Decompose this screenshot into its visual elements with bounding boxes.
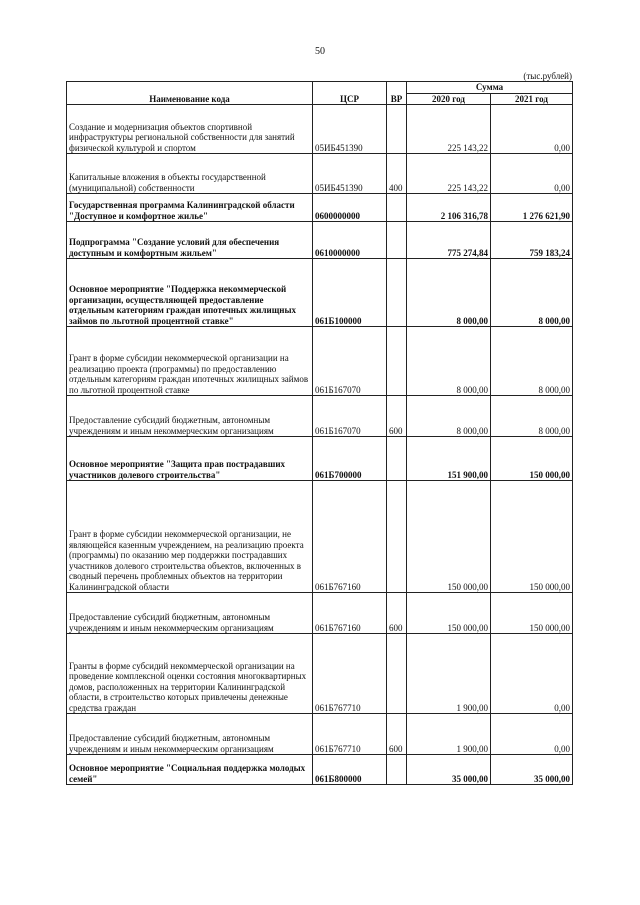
table-row bbox=[67, 593, 573, 634]
row-name: Предоставление субсидий бюджетным, автономным учреждениям и иным некоммерческим организациям bbox=[67, 396, 313, 437]
row-name: Предоставление субсидий бюджетным, автономным учреждениям и иным некоммерческим организациям bbox=[67, 593, 313, 634]
row-name: Основное мероприятие "Поддержка некоммерческой организации, осуществляющей предоставление отдельным категориям граждан ипотечных жилищных займов по льготной процентной ставке" bbox=[67, 259, 313, 327]
table-row bbox=[67, 194, 573, 222]
row-vr bbox=[387, 437, 407, 481]
row-2020: 1 900,00 bbox=[407, 714, 491, 755]
row-name: Гранты в форме субсидий некоммерческой организации на проведение комплексной оценки состояния многоквартирных домов, расположенных на территории Калининградской области, в строительство которых привлечены денежные средства граждан bbox=[67, 634, 313, 714]
row-csr: 061Б767160 bbox=[313, 593, 387, 634]
row-csr: 061Б767160 bbox=[313, 481, 387, 593]
table-row bbox=[67, 327, 573, 396]
header-name: Наименование кода bbox=[67, 82, 313, 105]
row-csr: 061Б767710 bbox=[313, 714, 387, 755]
row-2021: 0,00 bbox=[491, 154, 573, 194]
row-vr bbox=[387, 327, 407, 396]
row-csr: 061Б767710 bbox=[313, 634, 387, 714]
row-2020: 35 000,00 bbox=[407, 755, 491, 785]
row-name: Создание и модернизация объектов спортивной инфраструктуры региональной собственности для занятий физической культурой и спортом bbox=[67, 105, 313, 154]
table-row bbox=[67, 259, 573, 327]
units-label: (тыс.рублей) bbox=[523, 71, 572, 81]
row-2021: 8 000,00 bbox=[491, 327, 573, 396]
row-name: Основное мероприятие "Социальная поддержка молодых семей" bbox=[67, 755, 313, 785]
row-vr bbox=[387, 481, 407, 593]
row-2021: 1 276 621,90 bbox=[491, 194, 573, 222]
row-vr: 600 bbox=[387, 714, 407, 755]
row-2020: 151 900,00 bbox=[407, 437, 491, 481]
row-vr bbox=[387, 259, 407, 327]
table-row bbox=[67, 481, 573, 593]
header-2021: 2021 год bbox=[491, 93, 573, 105]
table-row bbox=[67, 755, 573, 785]
table-row bbox=[67, 714, 573, 755]
row-csr: 0610000000 bbox=[313, 222, 387, 259]
budget-table bbox=[66, 81, 573, 785]
row-2021: 150 000,00 bbox=[491, 593, 573, 634]
row-csr: 061Б100000 bbox=[313, 259, 387, 327]
row-2020: 225 143,22 bbox=[407, 105, 491, 154]
row-2020: 8 000,00 bbox=[407, 327, 491, 396]
row-name: Государственная программа Калининградской области "Доступное и комфортное жилье" bbox=[67, 194, 313, 222]
row-csr: 061Б700000 bbox=[313, 437, 387, 481]
row-2021: 8 000,00 bbox=[491, 396, 573, 437]
row-2020: 775 274,84 bbox=[407, 222, 491, 259]
row-vr bbox=[387, 634, 407, 714]
row-2020: 150 000,00 bbox=[407, 481, 491, 593]
row-2021: 35 000,00 bbox=[491, 755, 573, 785]
header-2020: 2020 год bbox=[407, 93, 491, 105]
table-row bbox=[67, 396, 573, 437]
row-2020: 1 900,00 bbox=[407, 634, 491, 714]
header-csr: ЦСР bbox=[313, 82, 387, 105]
table-row bbox=[67, 222, 573, 259]
row-name: Основное мероприятие "Защита прав пострадавших участников долевого строительства" bbox=[67, 437, 313, 481]
row-vr bbox=[387, 755, 407, 785]
row-csr: 061Б167070 bbox=[313, 396, 387, 437]
row-2020: 150 000,00 bbox=[407, 593, 491, 634]
row-vr bbox=[387, 105, 407, 154]
row-2021: 150 000,00 bbox=[491, 437, 573, 481]
row-csr: 061Б800000 bbox=[313, 755, 387, 785]
row-2021: 8 000,00 bbox=[491, 259, 573, 327]
row-2020: 2 106 316,78 bbox=[407, 194, 491, 222]
row-2020: 8 000,00 bbox=[407, 396, 491, 437]
row-name: Предоставление субсидий бюджетным, автономным учреждениям и иным некоммерческим организациям bbox=[67, 714, 313, 755]
row-vr: 600 bbox=[387, 396, 407, 437]
header-sum: Сумма bbox=[407, 82, 573, 94]
row-vr: 600 bbox=[387, 593, 407, 634]
row-2021: 0,00 bbox=[491, 634, 573, 714]
row-2021: 0,00 bbox=[491, 105, 573, 154]
row-vr bbox=[387, 222, 407, 259]
header-vr: ВР bbox=[387, 82, 407, 105]
table-row bbox=[67, 105, 573, 154]
row-2021: 150 000,00 bbox=[491, 481, 573, 593]
row-2021: 0,00 bbox=[491, 714, 573, 755]
table-row bbox=[67, 634, 573, 714]
row-csr: 05ИБ451390 bbox=[313, 154, 387, 194]
row-name: Подпрограмма "Создание условий для обеспечения доступным и комфортным жильем" bbox=[67, 222, 313, 259]
row-name: Грант в форме субсидии некоммерческой организации, не являющейся казенным учреждением, на реализацию проекта (программы) по оказанию мер поддержки пострадавших участников долевого строительства объектов, включенных в сводный перечень проблемных объектов на территории Калининградской области bbox=[67, 481, 313, 593]
page-number: 50 bbox=[315, 46, 325, 57]
row-2021: 759 183,24 bbox=[491, 222, 573, 259]
row-name: Грант в форме субсидии некоммерческой организации на реализацию проекта (программы) по предоставлению отдельным категориям граждан ипотечных жилищных займов по льготной процентной ставке bbox=[67, 327, 313, 396]
row-csr: 0600000000 bbox=[313, 194, 387, 222]
row-csr: 061Б167070 bbox=[313, 327, 387, 396]
row-vr: 400 bbox=[387, 154, 407, 194]
row-vr bbox=[387, 194, 407, 222]
row-csr: 05ИБ451390 bbox=[313, 105, 387, 154]
row-2020: 8 000,00 bbox=[407, 259, 491, 327]
table-row bbox=[67, 437, 573, 481]
row-name: Капитальные вложения в объекты государственной (муниципальной) собственности bbox=[67, 154, 313, 194]
table-row bbox=[67, 154, 573, 194]
row-2020: 225 143,22 bbox=[407, 154, 491, 194]
